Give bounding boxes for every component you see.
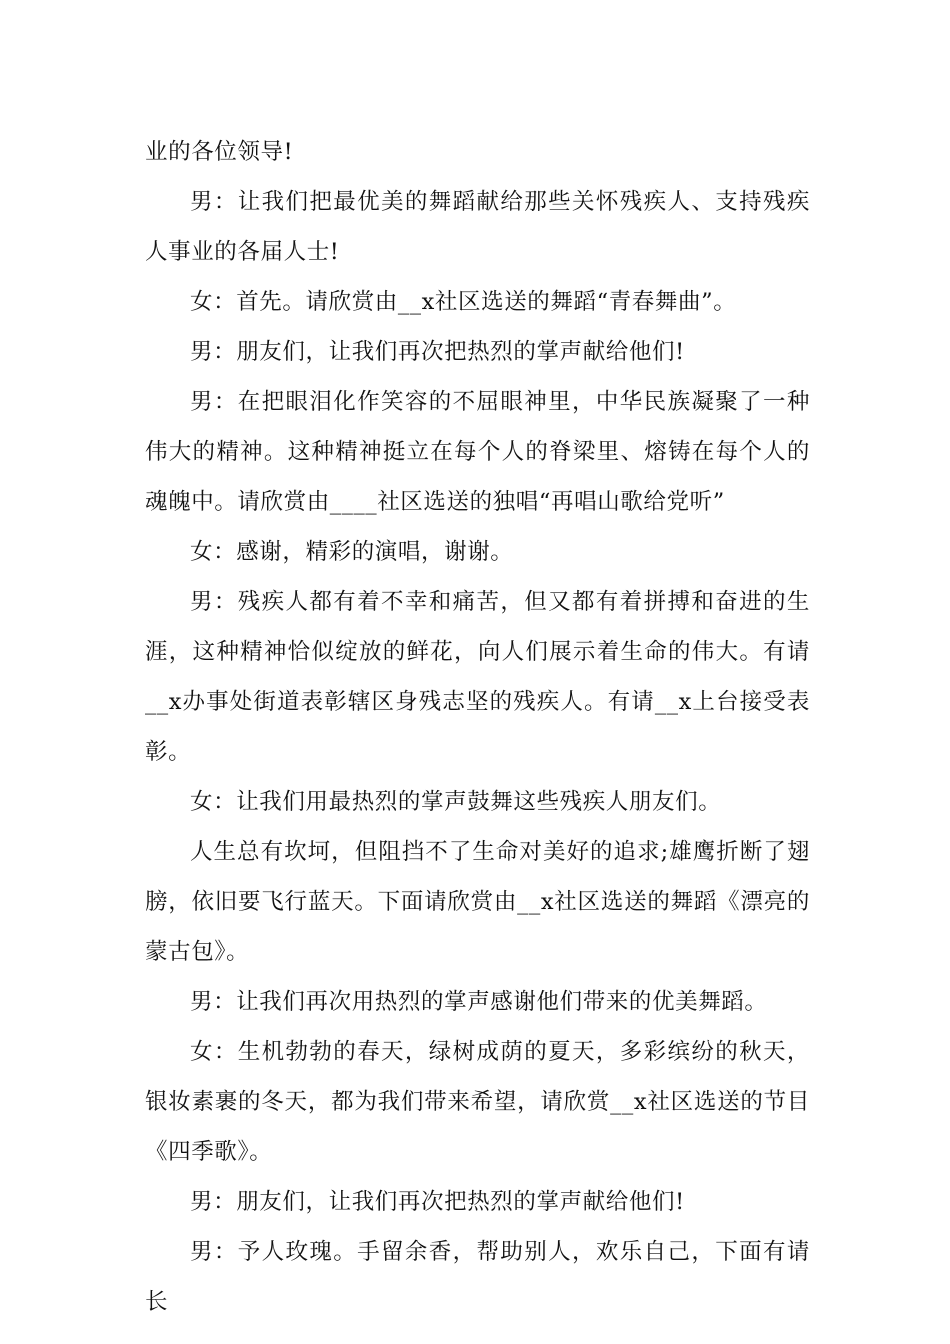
paragraph-2: 男：让我们把最优美的舞蹈献给那些关怀残疾人、支持残疾人事业的各届人士! <box>145 189 810 265</box>
paragraph-11: 女：生机勃勃的春天，绿树成荫的夏天，多彩缤纷的秋天，银妆素裹的冬天，都为我们带来希望，请欣赏__x社区选送的节目《四季歌》。 <box>145 1039 810 1165</box>
paragraph-10: 男：让我们再次用热烈的掌声感谢他们带来的优美舞蹈。 <box>190 989 768 1015</box>
paragraph-8: 女：让我们用最热烈的掌声鼓舞这些残疾人朋友们。 <box>190 789 722 815</box>
paragraph-7: 男：残疾人都有着不幸和痛苦，但又都有着拼搏和奋进的生涯，这种精神恰似绽放的鲜花，向人们展示着生命的伟大。有请__x办事处街道表彰辖区身残志坚的残疾人。有请__x上台接受表彰。 <box>145 589 810 765</box>
paragraph-4: 男：朋友们，让我们再次把热烈的掌声献给他们! <box>190 339 685 365</box>
paragraph-12: 男：朋友们，让我们再次把热烈的掌声献给他们! <box>190 1189 685 1215</box>
document-body <box>145 127 810 1327</box>
paragraph-13: 男：予人玫瑰。手留余香，帮助别人，欢乐自己，下面有请长 <box>145 1239 810 1315</box>
paragraph-1: 业的各位领导! <box>145 139 294 165</box>
paragraph-5: 男：在把眼泪化作笑容的不屈眼神里，中华民族凝聚了一种伟大的精神。这种精神挺立在每个人的脊梁里、熔铸在每个人的魂魄中。请欣赏由____社区选送的独唱“再唱山歌给党听” <box>145 389 810 515</box>
paragraph-6: 女：感谢，精彩的演唱，谢谢。 <box>190 539 514 565</box>
paragraph-9: 人生总有坎坷，但阻挡不了生命对美好的追求;雄鹰折断了翅膀，依旧要飞行蓝天。下面请欣赏由__x社区选送的舞蹈《漂亮的蒙古包》。 <box>145 839 810 965</box>
paragraph-3: 女：首先。请欣赏由__x社区选送的舞蹈“青春舞曲”。 <box>190 289 737 315</box>
